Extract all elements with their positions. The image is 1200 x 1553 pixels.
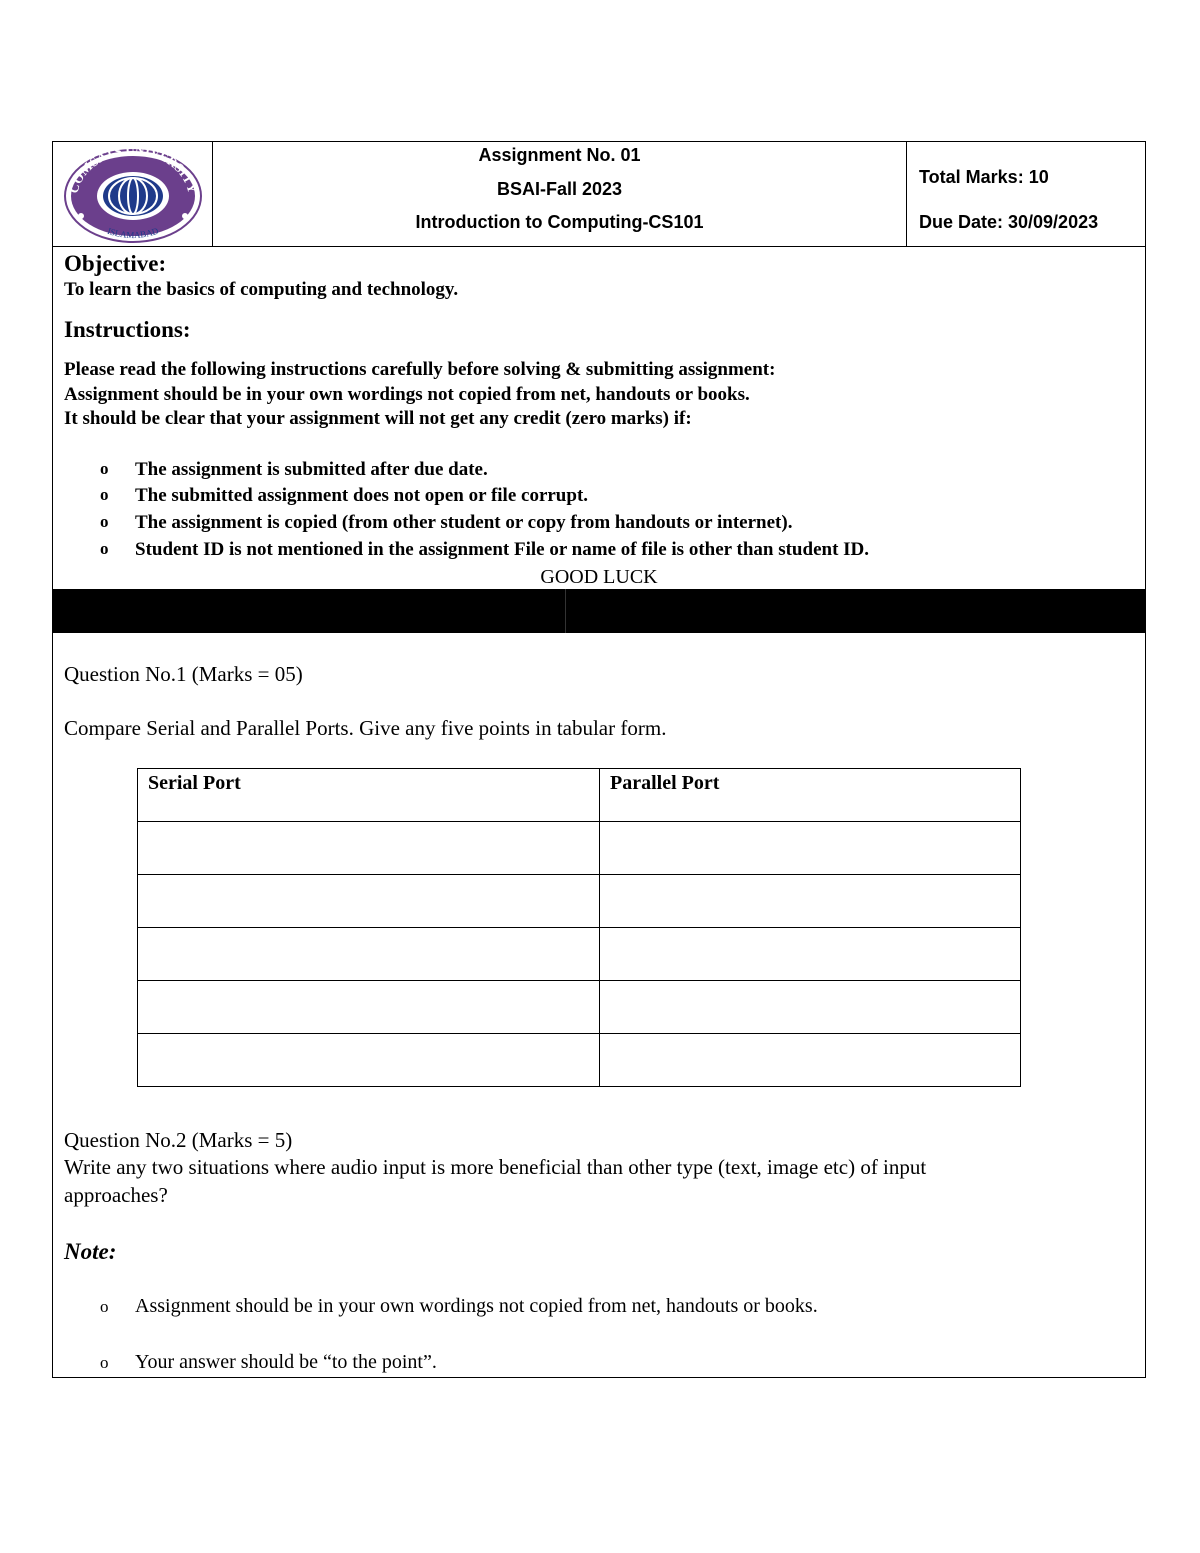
separator-bar — [53, 589, 1145, 633]
table-row — [138, 1034, 1021, 1087]
bullet-icon: o — [100, 459, 109, 478]
question2-text: Write any two situations where audio input is more beneficial than other type (text, image etc) of input — [64, 1155, 927, 1179]
good-luck: GOOD LUCK — [540, 566, 658, 588]
bullet-text: The submitted assignment does not open or file corrupt. — [135, 485, 589, 506]
bullet-icon: o — [100, 1353, 109, 1372]
instructions-line: Assignment should be in your own wordings not copied from net, handouts or books. — [64, 384, 750, 405]
bullet-icon: o — [100, 1297, 109, 1316]
bullet-text: The assignment is copied (from other student or copy from handouts or internet). — [135, 512, 793, 533]
question1-text: Compare Serial and Parallel Ports. Give any five points in tabular form. — [64, 716, 667, 740]
table-row — [138, 928, 1021, 981]
bullet-icon: o — [100, 485, 109, 504]
assignment-number: Assignment No. 01 — [478, 145, 641, 165]
note-text: Your answer should be “to the point”. — [135, 1351, 437, 1373]
table-header-parallel: Parallel Port — [600, 769, 1021, 822]
bullet-icon: o — [100, 539, 109, 558]
question2-text-cont: approaches? — [64, 1183, 168, 1207]
bullet-text: The assignment is submitted after due date. — [135, 459, 488, 480]
due-date: Due Date: 30/09/2023 — [919, 212, 1099, 232]
table-row — [138, 981, 1021, 1034]
instructions-title: Instructions: — [64, 317, 191, 342]
assignment-frame — [52, 141, 1146, 1378]
objective-title: Objective: — [64, 251, 167, 276]
objective-text: To learn the basics of computing and technology. — [64, 279, 459, 300]
total-marks: Total Marks: 10 — [919, 167, 1049, 187]
note-text: Assignment should be in your own wordings not copied from net, handouts or books. — [135, 1295, 818, 1317]
table-cell[interactable] — [600, 822, 1021, 875]
separator-divider — [565, 589, 566, 633]
table-header-serial: Serial Port — [138, 769, 600, 822]
university-logo — [59, 144, 205, 244]
instructions-line: Please read the following instructions carefully before solving & submitting assignment: — [64, 359, 776, 380]
logo-cell — [53, 142, 213, 246]
note-title: Note: — [64, 1239, 117, 1264]
table-cell[interactable] — [138, 981, 600, 1034]
logo-text-top: COMSATS UNIVERSITY — [65, 144, 201, 195]
marks-cell — [907, 142, 1145, 246]
program-name: BSAI-Fall 2023 — [496, 179, 623, 199]
table-cell[interactable] — [600, 875, 1021, 928]
course-name: Introduction to Computing-CS101 — [415, 212, 704, 232]
table-cell[interactable] — [600, 1034, 1021, 1087]
comparison-table — [137, 768, 1021, 1087]
table-cell[interactable] — [600, 928, 1021, 981]
logo-text-bottom: ISLAMABAD — [106, 225, 160, 241]
table-row — [138, 875, 1021, 928]
table-cell[interactable] — [138, 1034, 600, 1087]
bullet-icon: o — [100, 512, 109, 531]
table-header-row — [138, 769, 1021, 822]
header-row — [53, 142, 1145, 247]
table-cell[interactable] — [600, 981, 1021, 1034]
table-cell[interactable] — [138, 928, 600, 981]
instructions-line: It should be clear that your assignment will not get any credit (zero marks) if: — [64, 408, 692, 429]
course-info-cell — [213, 142, 907, 246]
table-cell[interactable] — [138, 822, 600, 875]
bullet-text: Student ID is not mentioned in the assignment File or name of file is other than student ID. — [135, 539, 870, 560]
question1-title: Question No.1 (Marks = 05) — [64, 662, 303, 686]
question2-title: Question No.2 (Marks = 5) — [64, 1128, 293, 1152]
table-row — [138, 822, 1021, 875]
table-cell[interactable] — [138, 875, 600, 928]
